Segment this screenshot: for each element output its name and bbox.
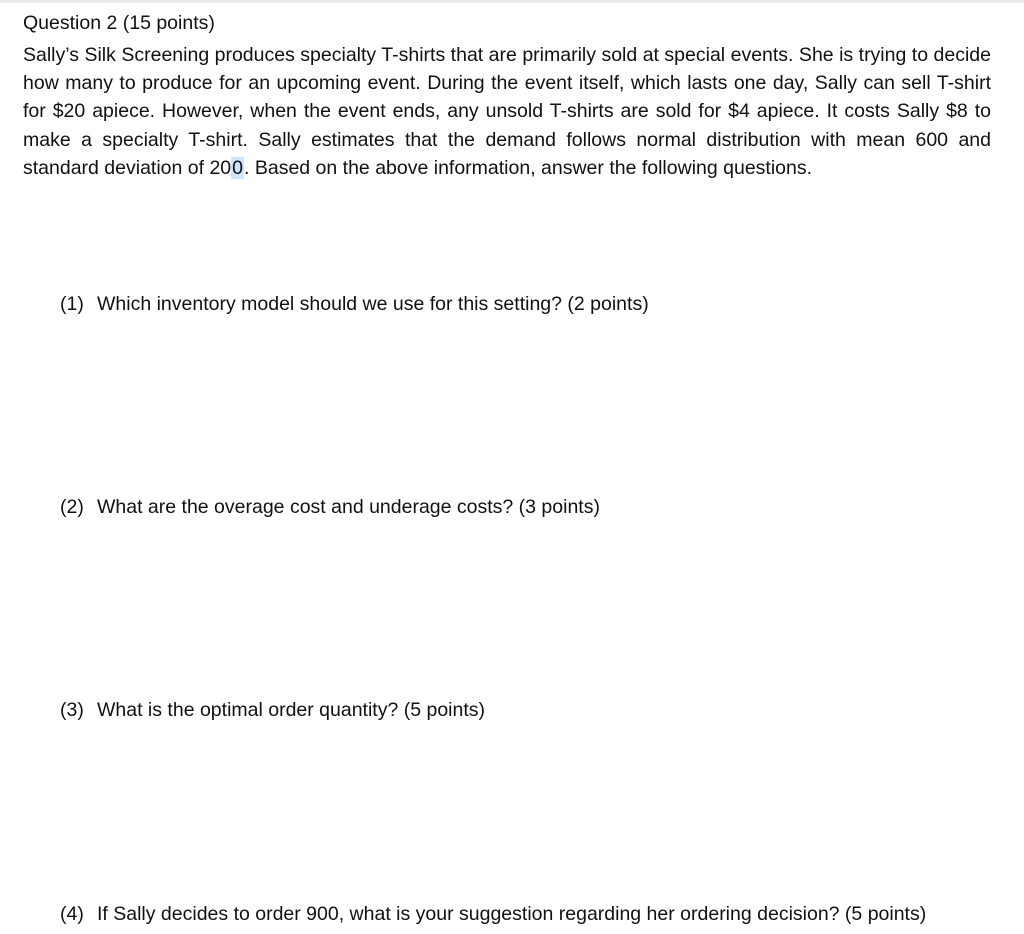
sub-question-2 (60, 494, 1000, 520)
question-title: Question 2 (15 points) (23, 12, 215, 34)
sub-question-text: What is the optimal order quantity? (5 points) (97, 699, 486, 721)
question-body (23, 41, 991, 182)
sub-question-text: What are the overage cost and underage costs? (3 points) (97, 496, 600, 518)
sub-question-1 (60, 291, 1000, 317)
sub-question-4 (60, 901, 1000, 927)
sub-question-number: (4) (60, 903, 84, 925)
sub-question-number: (1) (60, 293, 84, 315)
top-divider (0, 0, 1024, 3)
sub-question-3 (60, 697, 1000, 723)
sub-question-number: (3) (60, 699, 84, 721)
text-selection-highlight[interactable]: 0 (232, 156, 244, 179)
body-text-start: Sally’s Silk Screening produces specialty T-shirts that are primarily sold at special events. She is trying to decide how many to produce for an upcoming event. During the event itself, which lasts one day, Sally can sell T-shirt for $20 apiece. However, when the event ends, any unsold T-shirts are sold for $4 apiece. It costs Sally $8 to make a specialty T-shirt. Sally estimates that the demand follows normal distribution with mean 600 and standard deviation of 20 (23, 44, 991, 179)
body-text-end: . Based on the above information, answer the following questions. (244, 156, 813, 179)
sub-question-number: (2) (60, 496, 84, 518)
sub-question-text: If Sally decides to order 900, what is your suggestion regarding her ordering decision? (5 points) (97, 903, 927, 925)
sub-question-text: Which inventory model should we use for this setting? (2 points) (97, 293, 649, 315)
